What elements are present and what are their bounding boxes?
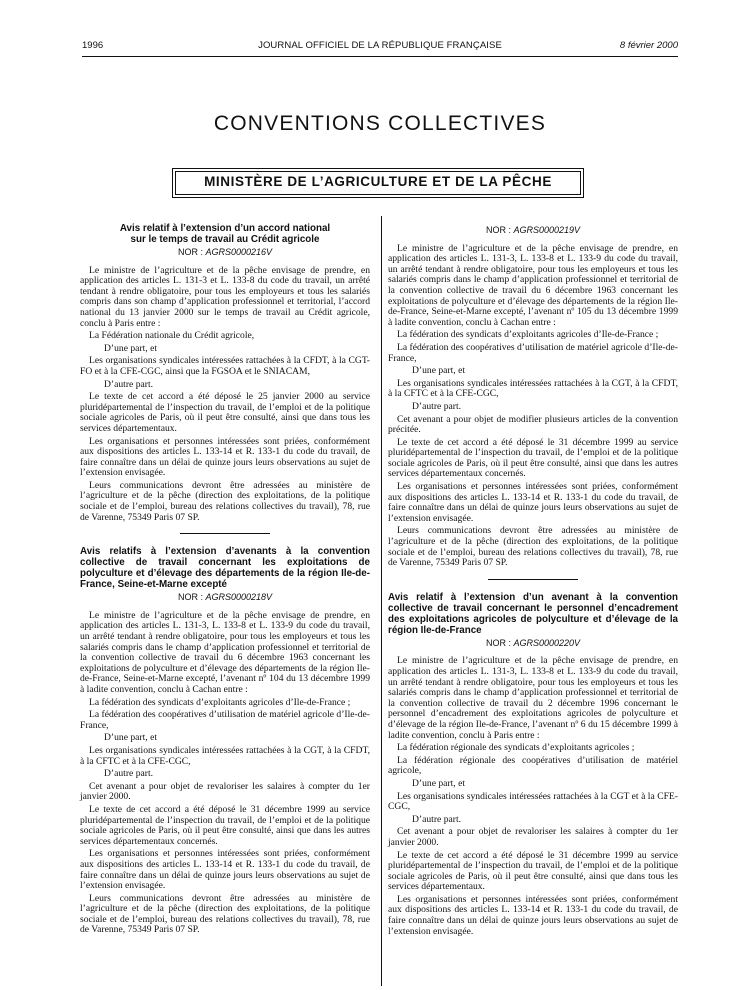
paragraph: Cet avenant a pour objet de modifier plusieurs articles de la convention précitée.	[388, 413, 678, 436]
paragraph: La fédération des coopératives d’utilisation de matériel agricole d’Ile-de-France,	[388, 341, 678, 364]
paragraph: D’une part, et	[104, 342, 158, 354]
paragraph: Le ministre de l’agriculture et de la pêche envisage de prendre, en application des articles L. 131-3, L. 133-8 et L. 133-9 du code du travail, un arrêté tendant à rendre obligatoire, pour tous les employeurs et tous les salariés compris dans le champ d’application professionnel et territorial de la convention collective de travail du 6 décembre 1963 concernant les exploitations de polyculture et d’élevage des départements de la région Ile-de-France, Seine-et-Marne excepté, l’avenant nº 105 du 13 décembre 1999 à ladite convention, conclu à Cachan entre :	[388, 242, 678, 328]
nor-reference	[388, 638, 678, 649]
paragraph: Leurs communications devront être adressées au ministère de l’agriculture et de la pêche (direction des exploitations, de la politique sociale et de l’emploi, bureau des relations collectives du travail), 78, rue de Varenne, 75349 Paris 07 SP.	[80, 479, 370, 523]
paragraph: Le texte de cet accord a été déposé le 31 décembre 1999 au service pluridépartemental de l’inspection du travail, de l’emploi et de la politique sociale agricoles de Paris, où il peut être consulté, ainsi que dans les autres services départementaux concernés.	[80, 803, 370, 847]
left-column	[80, 223, 370, 938]
paragraph: D’une part, et	[412, 777, 466, 789]
article-credit-agricole	[80, 223, 370, 523]
running-header	[82, 40, 678, 54]
nor-reference	[80, 247, 370, 258]
paragraph: D’autre part.	[104, 378, 154, 390]
article-title-line: sur le temps de travail au Crédit agricole	[130, 234, 320, 245]
paragraph: Les organisations syndicales intéressées rattachées à la CGT et à la CFE-CGC,	[388, 790, 678, 813]
section-title: CONVENTIONS COLLECTIVES	[213, 112, 547, 135]
paragraph: Leurs communications devront être adressées au ministère de l’agriculture et de la pêche (direction des exploitations, de la politique sociale et de l’emploi, bureau des relations collectives du travail), 78, rue de Varenne, 75349 Paris 07 SP.	[388, 525, 678, 569]
page-number: 1996	[82, 40, 104, 51]
paragraph: D’autre part.	[412, 400, 462, 412]
issue-date: 8 février 2000	[619, 40, 678, 51]
nor-label: NOR :	[485, 225, 511, 235]
header-rule	[82, 56, 678, 57]
paragraph: Les organisations et personnes intéressées sont priées, conformément aux dispositions des articles L. 133-14 et R. 133-1 du code du travail, de faire connaître dans un délai de quinze jours leurs observations au sujet de l’extension envisagée.	[80, 848, 370, 892]
paragraph: Les organisations et personnes intéressées sont priées, conformément aux dispositions des articles L. 133-14 et R. 133-1 du code du travail, de faire connaître dans un délai de quinze jours leurs observations au sujet de l’extension envisagée.	[80, 435, 370, 479]
article-separator	[488, 579, 578, 580]
nor-label: NOR :	[177, 247, 203, 257]
paragraph: Les organisations syndicales intéressées rattachées à la CGT, à la CFDT, à la CFTC et à la CFE-CGC,	[388, 377, 678, 400]
paragraph: La Fédération nationale du Crédit agricole,	[89, 330, 255, 342]
paragraph: La fédération des syndicats d’exploitants agricoles d’Ile-de-France ;	[89, 696, 351, 708]
column-divider	[381, 216, 382, 986]
paragraph: Le texte de cet accord a été déposé le 25 janvier 2000 au service pluridépartemental de l’inspection du travail, de l’emploi et de la politique sociale agricoles de Paris, où il peut être consulté, ainsi que dans tous les services départementaux.	[80, 391, 370, 434]
nor-code: AGRS0000216V	[205, 247, 273, 257]
ministry-title: MINISTÈRE DE L’AGRICULTURE ET DE LA PÊCHE	[204, 174, 552, 189]
nor-label: NOR :	[485, 637, 511, 648]
article-title-line: Avis relatif à l’extension d’un accord national	[119, 223, 331, 234]
article-title: Avis relatifs à l’extension d’avenants à la convention collective de travail concernant les exploitations de polyculture et d’élevage des départements de la région Ile-de-France, Seine-et-Marne excepté	[80, 546, 370, 591]
paragraph: Les organisations syndicales intéressées rattachées à la CFDT, à la CGT-FO et à la CFE-CGC, ainsi que la FGSOA et le SNIACAM,	[80, 355, 370, 377]
nor-label: NOR :	[177, 592, 203, 603]
ministry-box	[172, 168, 584, 198]
paragraph: Le texte de cet accord a été déposé le 31 décembre 1999 au service pluridépartemental de l’inspection du travail, de l’emploi et de la politique sociale agricoles de Paris, où il peut être consulté, ainsi que dans les autres services départementaux concernés.	[388, 436, 678, 480]
nor-reference	[80, 592, 370, 603]
paragraph: Le ministre de l’agriculture et de la pêche envisage de prendre, en application des articles L. 131-3 et L. 133-8 du code du travail, un arrêté tendant à rendre obligatoire, pour tous les employeurs et tous les salariés compris dans son champ d’application professionnel et territorial, l’accord national du 13 janvier 2000 sur le temps de travail au Crédit agricole, conclu à Paris entre :	[80, 264, 370, 329]
nor-code: AGRS0000218V	[205, 592, 273, 603]
paragraph: Les organisations et personnes intéressées sont priées, conformément aux dispositions des articles L. 133-14 et R. 133-1 du code du travail, de faire connaître dans un délai de quinze jours leurs observations au sujet de l’extension envisagée.	[388, 481, 678, 524]
paragraph: La fédération des syndicats d’exploitants agricoles d’Ile-de-France ;	[397, 329, 659, 341]
paragraph: D’autre part.	[412, 813, 462, 825]
paragraph: Le ministre de l’agriculture et de la pêche envisage de prendre, en application des articles L. 131-3, L. 133-8 et L. 133-9 du code du travail, un arrêté tendant à rendre obligatoire, pour tous les employeurs et tous les salariés compris dans le champ d’application professionnel et territorial de la convention collective de travail du 2 décembre 1996 concernant le personnel d’encadrement des exploitations agricoles de polyculture et d’élevage de la région Ile-de-France, l’avenant nº 6 du 15 décembre 1999 à ladite convention, conclu à Paris entre :	[388, 655, 678, 741]
paragraph: La fédération des coopératives d’utilisation de matériel agricole d’Ile-de-France,	[80, 709, 370, 731]
paragraph: Cet avenant a pour objet de revaloriser les salaires à compter du 1er janvier 2000.	[80, 780, 370, 803]
paragraph: La fédération régionale des coopératives d’utilisation de matériel agricole,	[388, 754, 678, 777]
article-encadrement	[388, 592, 678, 937]
article-title	[80, 223, 370, 245]
paragraph: D’une part, et	[412, 365, 466, 377]
nor-code: AGRS0000220V	[513, 637, 581, 648]
paragraph: Les organisations et personnes intéressées sont priées, conformément aux dispositions des articles L. 133-14 et R. 133-1 du code du travail, de faire connaître dans un délai de quinze jours leurs observations au sujet de l’extension envisagée.	[388, 893, 678, 937]
right-column	[388, 223, 678, 939]
article-avenant-105	[388, 225, 678, 569]
journal-title: JOURNAL OFFICIEL DE LA RÉPUBLIQUE FRANÇAISE	[258, 40, 502, 51]
paragraph: Leurs communications devront être adressées au ministère de l’agriculture et de la pêche (direction des exploitations, de la politique sociale et de l’emploi, bureau des relations collectives du travail), 78, rue de Varenne, 75349 Paris 07 SP.	[80, 892, 370, 936]
paragraph: Le ministre de l’agriculture et de la pêche envisage de prendre, en application des articles L. 131-3, L. 133-8 et L. 133-9 du code du travail, un arrêté tendant à rendre obligatoire, pour tous les employeurs et tous les salariés compris dans le champ d’application professionnel et territorial de la convention collective de travail du 6 décembre 1963 concernant les exploitations de polyculture et d’élevage des départements de la région Ile-de-France, Seine-et-Marne excepté, l’avenant nº 104 du 13 décembre 1999 à ladite convention, conclu à Cachan entre :	[80, 609, 370, 695]
paragraph: Cet avenant a pour objet de revaloriser les salaires à compter du 1er janvier 2000.	[388, 826, 678, 848]
nor-code: AGRS0000219V	[513, 225, 581, 235]
paragraph: D’une part, et	[104, 732, 158, 744]
nor-reference	[388, 225, 678, 236]
paragraph: Les organisations syndicales intéressées rattachées à la CGT, à la CFDT, à la CFTC et à la CFE-CGC,	[80, 744, 370, 767]
article-separator	[180, 533, 270, 534]
paragraph: D’autre part.	[104, 768, 154, 780]
article-title: Avis relatif à l’extension d’un avenant à la convention collective de travail concernant le personnel d’encadrement des exploitations agricoles de polyculture et d’élevage de la région Ile-de-France	[388, 591, 678, 636]
paragraph: La fédération régionale des syndicats d’exploitants agricoles ;	[397, 742, 635, 754]
article-avenant-104	[80, 546, 370, 936]
paragraph: Le texte de cet accord a été déposé le 31 décembre 1999 au service pluridépartemental de l’inspection du travail, de l’emploi et de la politique sociale agricoles de Paris, où il peut être consulté, ainsi que dans tous les services départementaux.	[388, 849, 678, 893]
